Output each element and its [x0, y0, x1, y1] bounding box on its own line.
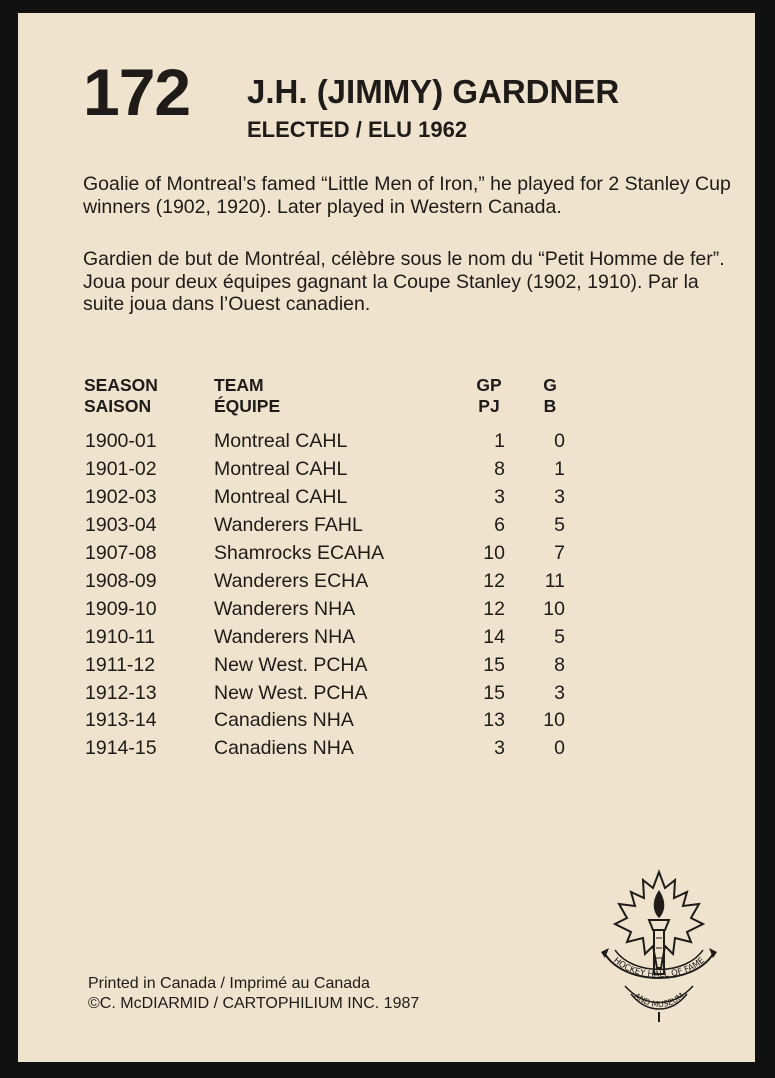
gp-cell: 14	[483, 626, 505, 648]
table-row	[18, 681, 755, 709]
table-row	[18, 429, 755, 457]
table-row	[18, 457, 755, 485]
team-cell: Canadiens NHA	[214, 737, 354, 759]
g-cell: 3	[554, 682, 565, 704]
gp-cell: 10	[483, 542, 505, 564]
logo-text-top: HOCKEY HALL OF FAME	[611, 955, 707, 981]
player-name: J.H. (JIMMY) GARDNER	[247, 73, 620, 110]
team-cell: Montreal CAHL	[214, 458, 348, 480]
season-cell: 1902-03	[85, 486, 157, 508]
g-cell: 1	[554, 458, 565, 480]
g-cell: 0	[554, 430, 565, 452]
team-cell: Wanderers NHA	[214, 626, 356, 648]
bio-french: Gardien de but de Montréal, célèbre sous le nom du “Petit Homme de fer”. Joua pour deux équipes gagnant la Coupe Stanley (1902, 1910). Par la suite joua dans l’Ouest canadien.	[83, 248, 725, 315]
header-season: SEASON	[84, 375, 158, 395]
g-cell: 10	[543, 598, 565, 620]
gp-cell: 3	[494, 486, 505, 508]
team-cell: Montreal CAHL	[214, 430, 348, 452]
team-cell: Wanderers FAHL	[214, 514, 363, 536]
gp-cell: 3	[494, 737, 505, 759]
header-pj: PJ	[478, 396, 500, 416]
gp-cell: 15	[483, 682, 505, 704]
header-gp: GP	[476, 375, 502, 395]
season-cell: 1909-10	[85, 598, 157, 620]
table-row	[18, 653, 755, 681]
table-row	[18, 541, 755, 569]
team-cell: Montreal CAHL	[214, 486, 348, 508]
header-saison: SAISON	[84, 396, 152, 416]
season-cell: 1900-01	[85, 430, 157, 452]
gp-cell: 12	[483, 598, 505, 620]
gp-cell: 15	[483, 654, 505, 676]
table-row	[18, 625, 755, 653]
copyright-line: ©C. McDIARMID / CARTOPHILIUM INC. 1987	[88, 995, 420, 1012]
season-cell: 1913-14	[85, 709, 157, 731]
gp-cell: 1	[494, 430, 505, 452]
svg-text:AND MUSEUM	[632, 991, 685, 1009]
g-cell: 5	[554, 626, 565, 648]
gp-cell: 8	[494, 458, 505, 480]
team-cell: Wanderers ECHA	[214, 570, 369, 592]
g-cell: 10	[543, 709, 565, 731]
table-row	[18, 485, 755, 513]
team-cell: Wanderers NHA	[214, 598, 356, 620]
table-row	[18, 708, 755, 736]
season-cell: 1907-08	[85, 542, 157, 564]
season-cell: 1912-13	[85, 682, 157, 704]
table-row	[18, 569, 755, 597]
header-b: B	[543, 396, 557, 416]
g-cell: 8	[554, 654, 565, 676]
card-back	[18, 13, 755, 1062]
season-cell: 1903-04	[85, 514, 157, 536]
hockey-hall-of-fame-logo	[595, 868, 723, 1023]
g-cell: 0	[554, 737, 565, 759]
gp-cell: 6	[494, 514, 505, 536]
team-cell: Canadiens NHA	[214, 709, 354, 731]
g-cell: 11	[544, 570, 565, 592]
table-row	[18, 597, 755, 625]
bio-english: Goalie of Montreal’s famed “Little Men of Iron,” he played for 2 Stanley Cup winners (1902, 1920). Later played in Western Canada.	[83, 173, 731, 218]
season-cell: 1901-02	[85, 458, 157, 480]
team-cell: New West. PCHA	[214, 682, 368, 704]
elected-year: ELECTED / ELU 1962	[247, 117, 468, 142]
table-row	[18, 513, 755, 541]
team-cell: New West. PCHA	[214, 654, 368, 676]
g-cell: 7	[554, 542, 565, 564]
g-cell: 3	[554, 486, 565, 508]
header-team: TEAM	[214, 375, 264, 395]
gp-cell: 13	[483, 709, 505, 731]
header-equipe: ÉQUIPE	[214, 396, 281, 416]
season-cell: 1910-11	[85, 626, 156, 648]
header-g: G	[543, 375, 557, 395]
logo-text-bottom: AND MUSEUM	[632, 991, 686, 1010]
season-cell: 1908-09	[85, 570, 157, 592]
season-cell: 1911-12	[85, 654, 156, 676]
g-cell: 5	[554, 514, 565, 536]
printed-in-canada: Printed in Canada / Imprimé au Canada	[88, 975, 370, 992]
gp-cell: 12	[483, 570, 505, 592]
card-number: 172	[83, 55, 191, 129]
team-cell: Shamrocks ECAHA	[214, 542, 385, 564]
table-row	[18, 736, 755, 764]
season-cell: 1914-15	[85, 737, 157, 759]
